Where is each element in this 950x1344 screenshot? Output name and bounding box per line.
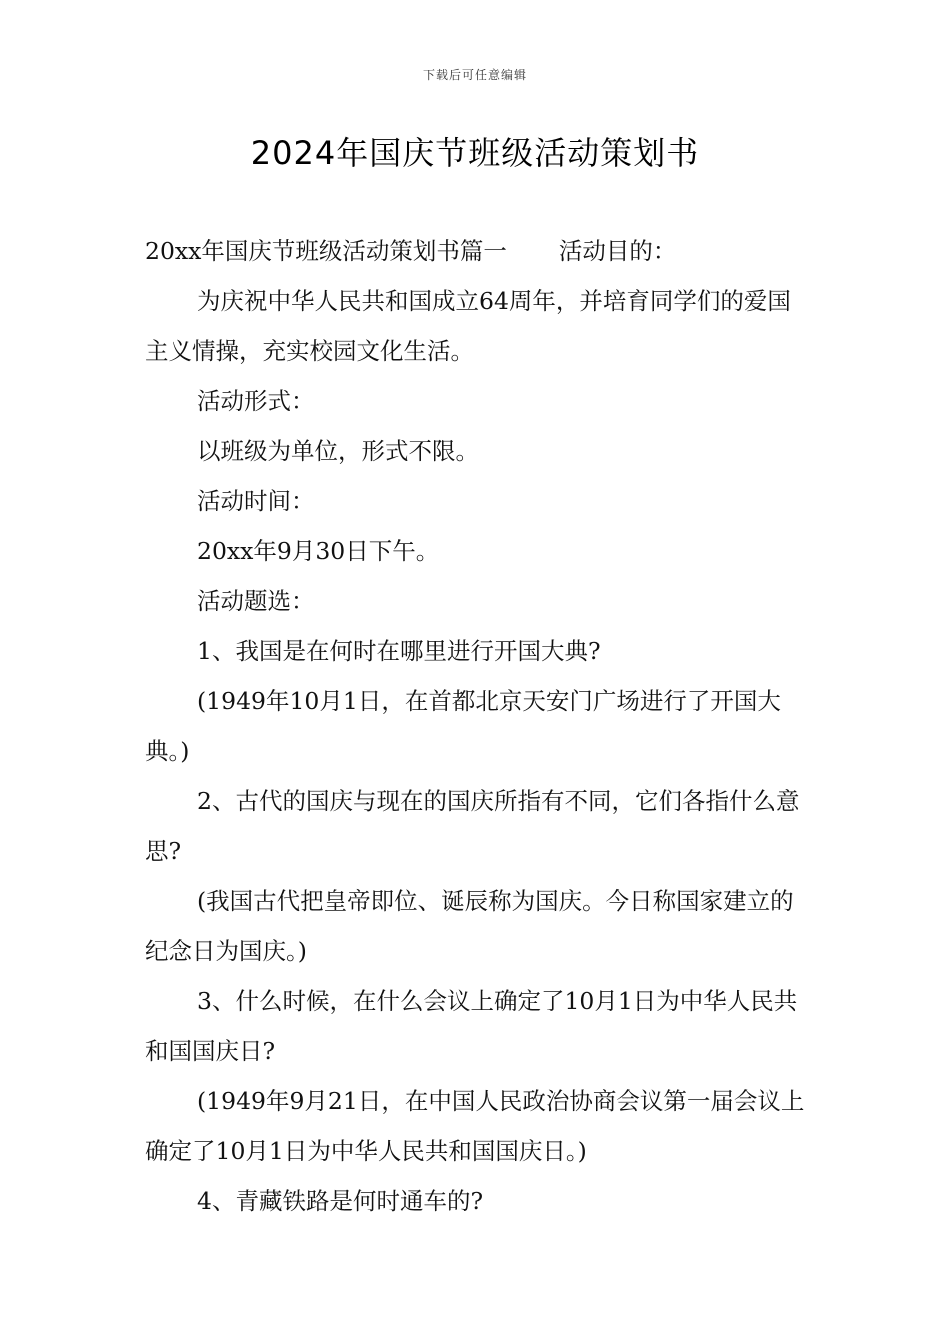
paragraph-time: 20xx年9月30日下午。 <box>197 537 440 565</box>
paragraph-purpose: 为庆祝中华人民共和国成立64周年，并培育同学们的爱国主义情操，充实校园文化生活。 <box>145 287 791 365</box>
paragraph-time-label: 活动时间： <box>197 487 315 515</box>
document-body <box>145 226 810 1226</box>
answer-1: (1949年10月1日，在首都北京天安门广场进行了开国大典。) <box>145 687 781 765</box>
section-heading: 20xx年国庆节班级活动策划书篇一 <box>145 237 507 265</box>
header-note: 下载后可任意编辑 <box>422 68 527 82</box>
paragraph-intro <box>145 226 810 276</box>
paragraph-form: 以班级为单位，形式不限。 <box>197 437 479 465</box>
question-2: 2、古代的国庆与现在的国庆所指有不同，它们各指什么意思? <box>145 787 800 865</box>
paragraph-form-label: 活动形式： <box>197 387 315 415</box>
answer-2: (我国古代把皇帝即位、诞辰称为国庆。今日称国家建立的纪念日为国庆。) <box>145 887 794 965</box>
paragraph-questions-label: 活动题选： <box>197 587 315 615</box>
question-3: 3、什么时候，在什么会议上确定了10月1日为中华人民共和国国庆日? <box>145 987 798 1065</box>
purpose-label: 活动目的： <box>558 237 677 265</box>
document-title: 2024年国庆节班级活动策划书 <box>250 134 700 172</box>
question-4: 4、青藏铁路是何时通车的? <box>197 1187 484 1215</box>
question-1: 1、我国是在何时在哪里进行开国大典? <box>197 637 601 665</box>
answer-3: (1949年9月21日，在中国人民政治协商会议第一届会议上确定了10月1日为中华人民共和国国庆日。) <box>145 1087 805 1165</box>
